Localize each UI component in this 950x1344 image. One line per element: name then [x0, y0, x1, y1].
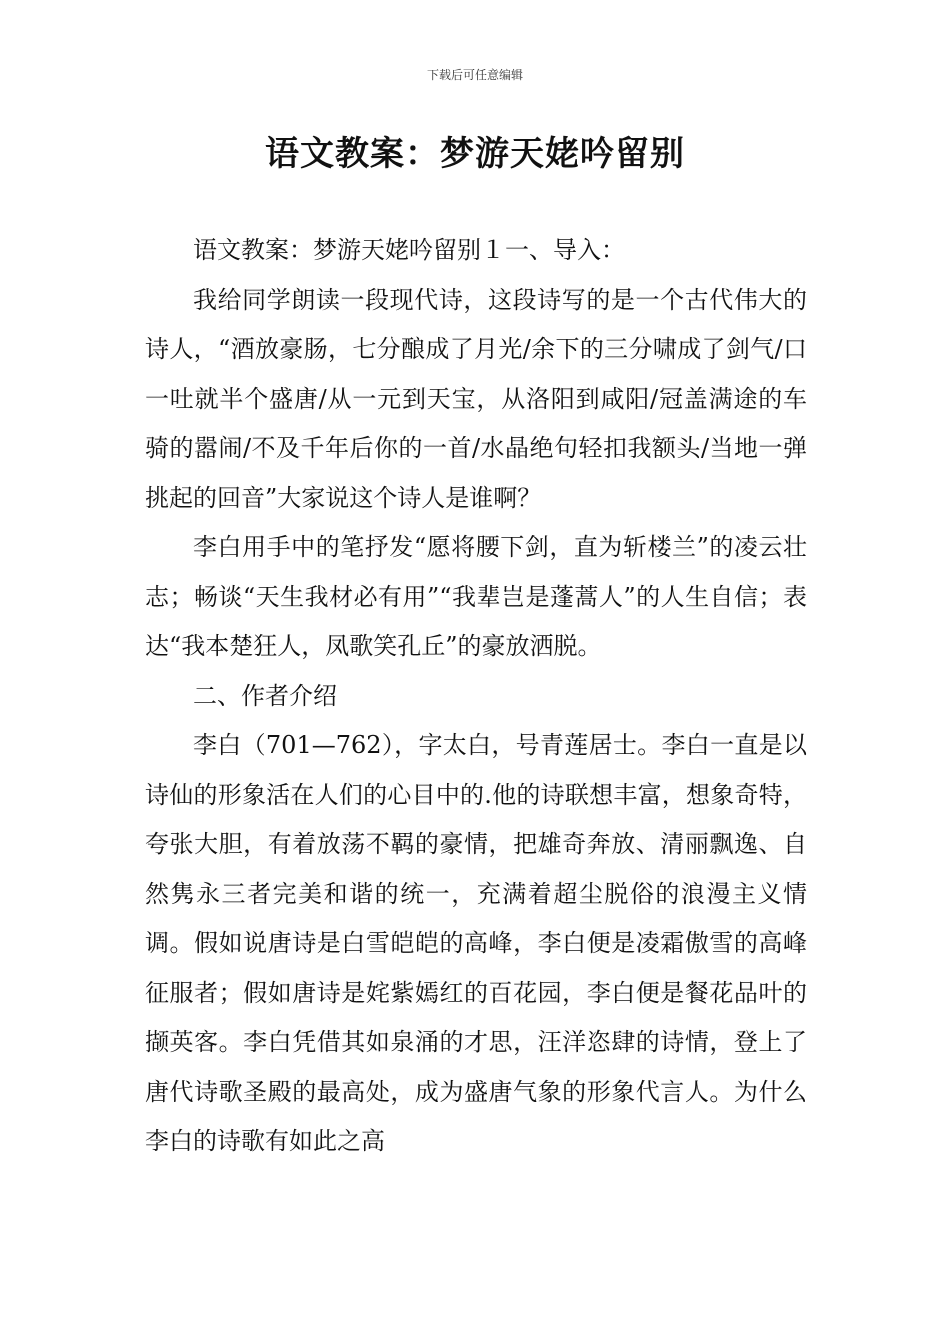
paragraph-intro-heading: 语文教案：梦游天姥吟留别１一、导入：	[193, 236, 625, 264]
header-note: 下载后可任意编辑	[426, 68, 523, 82]
document-body	[145, 226, 807, 1167]
paragraph-poem-reading: 我给同学朗读一段现代诗，这段诗写的是一个古代伟大的诗人，“酒放豪肠，七分酿成了月光/余下的三分啸成了剑气/口一吐就半个盛唐/从一元到天宝，从洛阳到咸阳/冠盖满途的车骑的嚣闹/不及千年后你的一首/水晶绝句轻扣我额头/当地一弹挑起的回音”大家说这个诗人是谁啊？	[145, 285, 807, 512]
paragraph-author-intro: 李白（701—762），字太白，号青莲居士。李白一直是以诗仙的形象活在人们的心目中的.他的诗联想丰富，想象奇特，夸张大胆，有着放荡不羁的豪情，把雄奇奔放、清丽飘逸、自然隽永三者完美和谐的统一，充满着超尘脱俗的浪漫主义情调。假如说唐诗是白雪皑皑的高峰，李白便是凌霜傲雪的高峰征服者；假如唐诗是姹紫嫣红的百花园，李白便是餐花品叶的撷英客。李白凭借其如泉涌的才思，汪洋恣肆的诗情，登上了唐代诗歌圣殿的最高处，成为盛唐气象的形象代言人。为什么李白的诗歌有如此之高	[145, 731, 807, 1155]
paragraph-li-bai-ambition: 李白用手中的笔抒发“愿将腰下剑，直为斩楼兰”的凌云壮志；畅谈“天生我材必有用”“我辈岂是蓬蒿人”的人生自信；表达“我本楚狂人，凤歌笑孔丘”的豪放洒脱。	[145, 533, 807, 660]
document-title: 语文教案：梦游天姥吟留别	[265, 134, 685, 174]
paragraph-author-heading: 二、作者介绍	[193, 681, 337, 710]
